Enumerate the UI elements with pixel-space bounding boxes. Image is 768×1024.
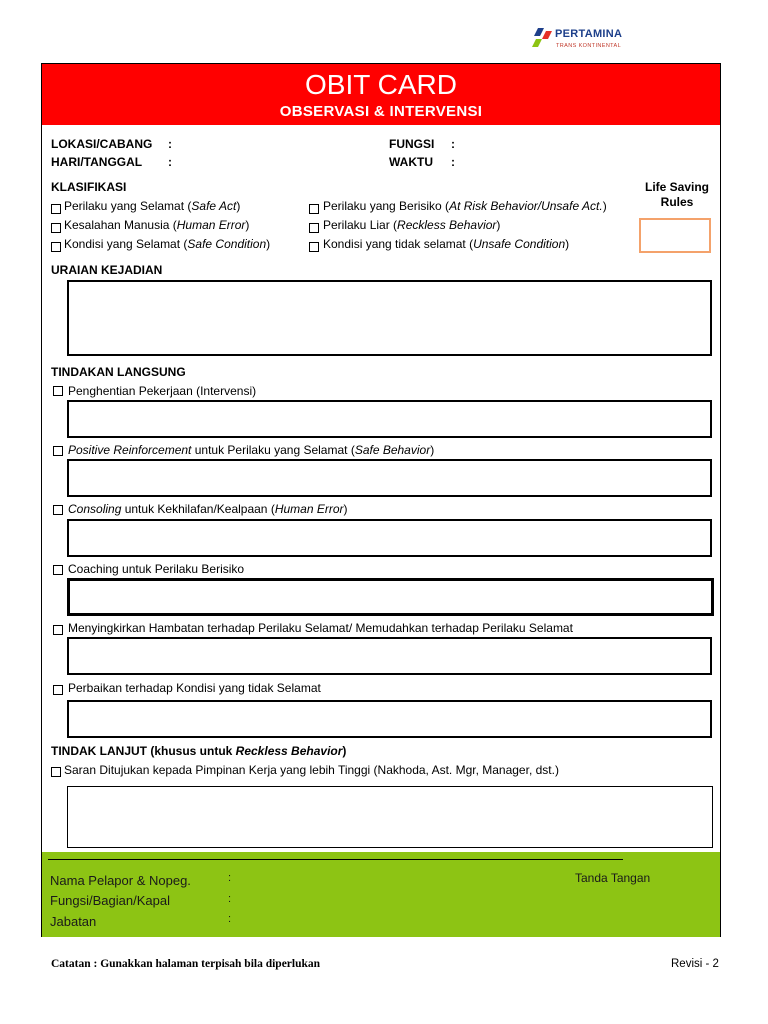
tindakan-field-4[interactable] xyxy=(67,578,714,616)
checkbox-coaching[interactable] xyxy=(53,565,63,575)
waktu-label: WAKTU xyxy=(389,155,433,169)
hari-label: HARI/TANGGAL xyxy=(51,155,143,169)
hari-colon: : xyxy=(168,155,172,169)
klasifikasi-right-2: Perilaku Liar (Reckless Behavior) xyxy=(323,218,501,232)
card-subtitle: OBSERVASI & INTERVENSI xyxy=(279,103,483,120)
klasifikasi-right-3: Kondisi yang tidak selamat (Unsafe Condition) xyxy=(323,237,570,251)
revision-label: Revisi - 2 xyxy=(671,958,719,970)
card-title: OBIT CARD xyxy=(305,69,457,100)
checkbox-consoling[interactable] xyxy=(53,505,63,515)
fungsi-label: FUNGSI xyxy=(389,137,435,151)
tindakan-field-6[interactable] xyxy=(67,700,712,738)
life-saving-rules-label: Life Saving Rules xyxy=(644,180,709,209)
tanda-tangan-label: Tanda Tangan xyxy=(575,871,651,885)
nama-label: Nama Pelapor & Nopeg. xyxy=(50,873,191,888)
obit-card xyxy=(41,63,721,937)
lokasi-label: LOKASI/CABANG xyxy=(51,137,153,151)
lanjut-heading: TINDAK LANJUT (khusus untuk Reckless Behavior) xyxy=(51,744,347,758)
fungsi-colon: : xyxy=(451,137,455,151)
checkbox-unsafe-condition[interactable] xyxy=(309,242,319,252)
checkbox-perbaikan[interactable] xyxy=(53,685,63,695)
nama-colon: : xyxy=(228,872,232,884)
checkbox-safe-act[interactable] xyxy=(51,204,61,214)
checkbox-safe-condition[interactable] xyxy=(51,242,61,252)
tindakan-field-3[interactable] xyxy=(67,519,712,557)
tindakan-heading: TINDAKAN LANGSUNG xyxy=(51,365,186,379)
tindakan-item-6: Perbaikan terhadap Kondisi yang tidak Selamat xyxy=(68,681,321,695)
tindakan-item-1: Penghentian Pekerjaan (Intervensi) xyxy=(68,384,257,398)
footer-divider xyxy=(48,859,623,860)
lanjut-item: Saran Ditujukan kepada Pimpinan Kerja yang lebih Tinggi (Nakhoda, Ast. Mgr, Manager, dst.) xyxy=(64,763,559,777)
checkbox-reckless[interactable] xyxy=(309,223,319,233)
jabatan-colon: : xyxy=(228,913,232,925)
reporter-footer xyxy=(42,852,720,937)
klasifikasi-left-1: Perilaku yang Selamat (Safe Act) xyxy=(64,199,241,213)
klasifikasi-heading: KLASIFIKASI xyxy=(51,180,127,194)
checkbox-positive-reinforcement[interactable] xyxy=(53,446,63,456)
logo-name: PERTAMINA xyxy=(555,28,623,40)
tindakan-field-5[interactable] xyxy=(67,637,712,675)
tindakan-field-1[interactable] xyxy=(67,400,712,438)
catatan-note: Catatan : Gunakkan halaman terpisah bila diperlukan xyxy=(51,958,321,970)
pertamina-logo-icon xyxy=(530,28,556,50)
klasifikasi-right-1: Perilaku yang Berisiko (At Risk Behavior/Unsafe Act.) xyxy=(323,199,607,213)
checkbox-at-risk[interactable] xyxy=(309,204,319,214)
card-header xyxy=(42,64,720,125)
tindakan-field-2[interactable] xyxy=(67,459,712,497)
waktu-colon: : xyxy=(451,155,455,169)
checkbox-saran[interactable] xyxy=(51,767,61,777)
life-saving-rules-field[interactable] xyxy=(639,218,711,253)
lanjut-field[interactable] xyxy=(67,786,713,848)
checkbox-penghentian[interactable] xyxy=(53,386,63,396)
uraian-field[interactable] xyxy=(67,280,712,356)
lokasi-colon: : xyxy=(168,137,172,151)
klasifikasi-left-2: Kesalahan Manusia (Human Error) xyxy=(64,218,250,232)
tindakan-item-3: Consoling untuk Kekhilafan/Kealpaan (Human Error) xyxy=(68,502,348,516)
jabatan-label: Jabatan xyxy=(50,914,97,929)
tindakan-item-2: Positive Reinforcement untuk Perilaku yang Selamat (Safe Behavior) xyxy=(68,443,435,457)
klasifikasi-left-3: Kondisi yang Selamat (Safe Condition) xyxy=(64,237,271,251)
tindakan-item-4: Coaching untuk Perilaku Berisiko xyxy=(68,562,245,576)
tindakan-item-5: Menyingkirkan Hambatan terhadap Perilaku Selamat/ Memudahkan terhadap Perilaku Selamat xyxy=(68,621,573,635)
uraian-heading: URAIAN KEJADIAN xyxy=(51,263,163,277)
fungsi-bagian-label: Fungsi/Bagian/Kapal xyxy=(50,893,170,908)
checkbox-menyingkirkan[interactable] xyxy=(53,625,63,635)
checkbox-human-error[interactable] xyxy=(51,223,61,233)
logo-subtitle: TRANS KONTINENTAL xyxy=(556,43,622,49)
fungsi-bagian-colon: : xyxy=(228,893,232,905)
